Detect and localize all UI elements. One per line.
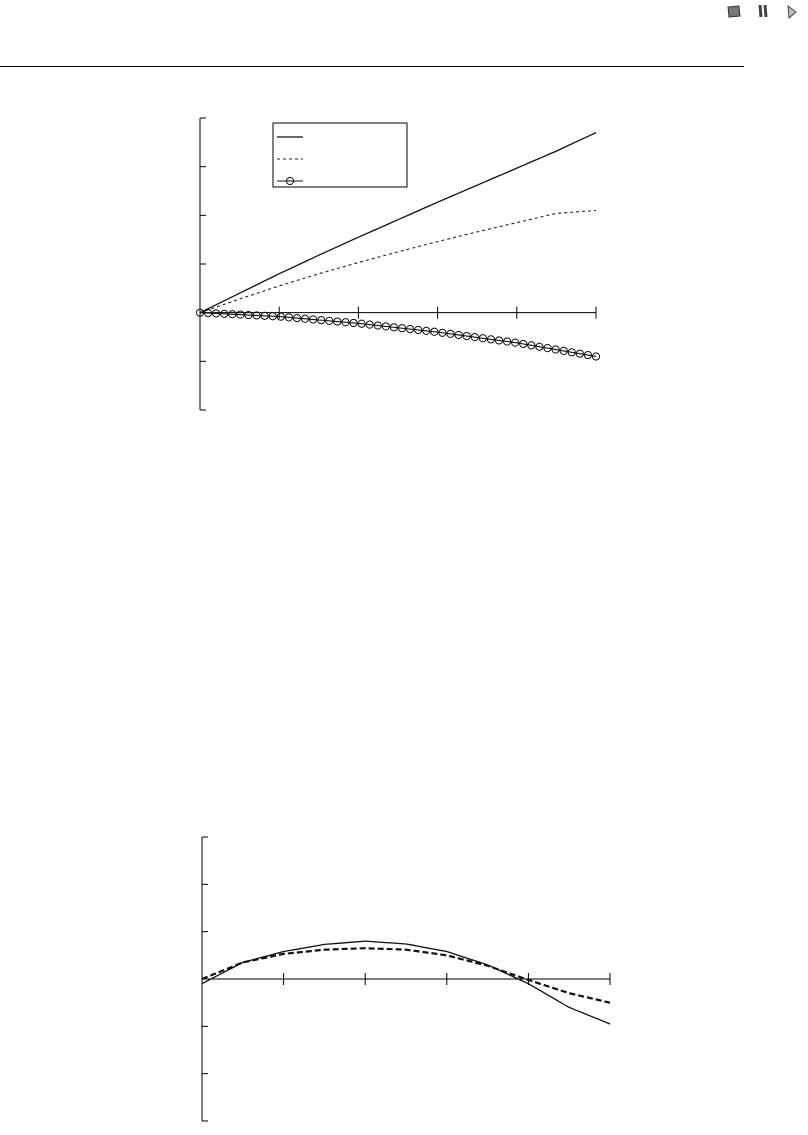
chart-2 [180,825,640,1135]
series-2-line [200,211,596,313]
legend [273,123,407,187]
header-divider [0,66,744,67]
series-1-line [202,941,610,1024]
play-icon[interactable] [784,2,800,20]
series-3-line [200,313,596,357]
toolbar [0,0,808,66]
note-icon[interactable] [726,2,742,20]
legend-box [273,123,407,187]
pause-icon[interactable] [756,2,772,20]
chart-1 [170,100,630,420]
